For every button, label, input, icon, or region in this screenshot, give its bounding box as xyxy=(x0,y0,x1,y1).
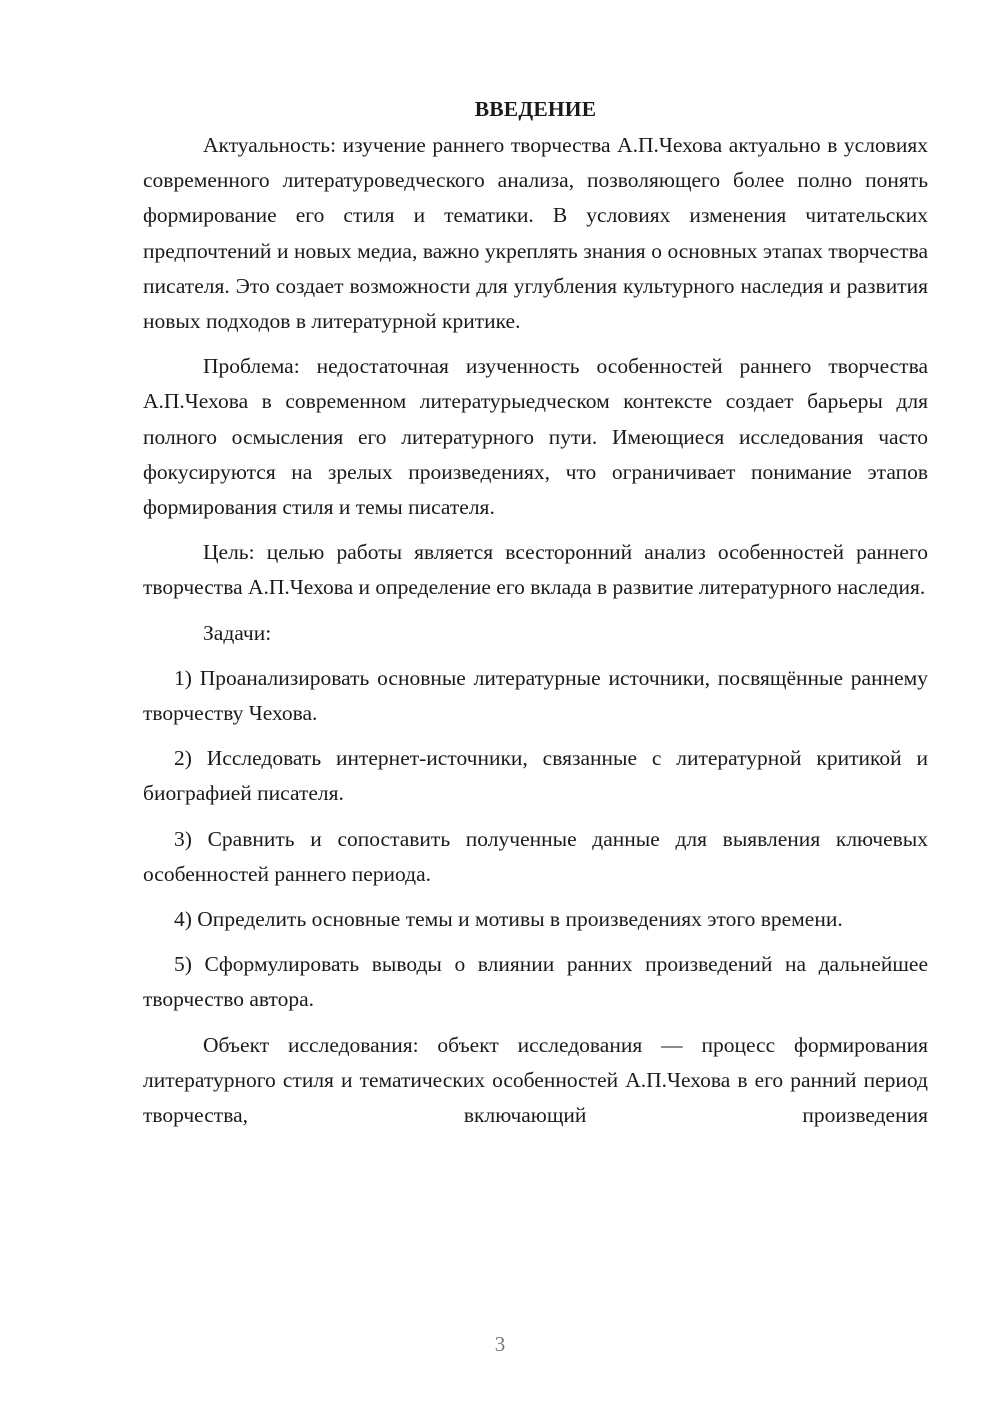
document-page xyxy=(143,92,928,1133)
task-item-2: 2) Исследовать интернет-источники, связанные с литературной критикой и биографией писателя. xyxy=(143,746,928,806)
page-title: ВВЕДЕНИЕ xyxy=(474,97,597,121)
paragraph-goal: Цель: целью работы является всесторонний анализ особенностей раннего творчества А.П.Чехова и определение его вклада в развитие литературного наследия. xyxy=(143,540,928,600)
task-item-4: 4) Определить основные темы и мотивы в произведениях этого времени. xyxy=(174,907,843,932)
page-number: 3 xyxy=(494,1332,506,1356)
tasks-heading: Задачи: xyxy=(203,620,272,645)
paragraph-relevance: Актуальность: изучение раннего творчества А.П.Чехова актуально в условиях современного литературоведческого анализа, позволяющего более полно понять формирование его стиля и тематики. В условиях изменения читательских предпочтений и новых медиа, важно укреплять знания о основных этапах творчества писателя. Это создает возможности для углубления культурного наследия и развития новых подходов в литературной критике. xyxy=(143,133,928,334)
paragraph-object: Объект исследования: объект исследования — процесс формирования литературного стиля и тематических особенностей А.П.Чехова в его ранний период творчества, включающий произведения xyxy=(143,1032,928,1128)
task-item-5: 5) Сформулировать выводы о влиянии ранних произведений на дальнейшее творчество автора. xyxy=(143,952,928,1012)
task-item-3: 3) Сравнить и сопоставить полученные данные для выявления ключевых особенностей раннего периода. xyxy=(143,826,928,886)
task-item-1: 1) Проанализировать основные литературные источники, посвящённые раннему творчеству Чехова. xyxy=(143,665,928,726)
paragraph-problem: Проблема: недостаточная изученность особенностей раннего творчества А.П.Чехова в современном литературыедческом контексте создает барьеры для полного осмысления его литературного пути. Имеющиеся исследования часто фокусируются на зрелых произведениях, что ограничивает понимание этапов формирования стиля и темы писателя. xyxy=(143,354,928,520)
